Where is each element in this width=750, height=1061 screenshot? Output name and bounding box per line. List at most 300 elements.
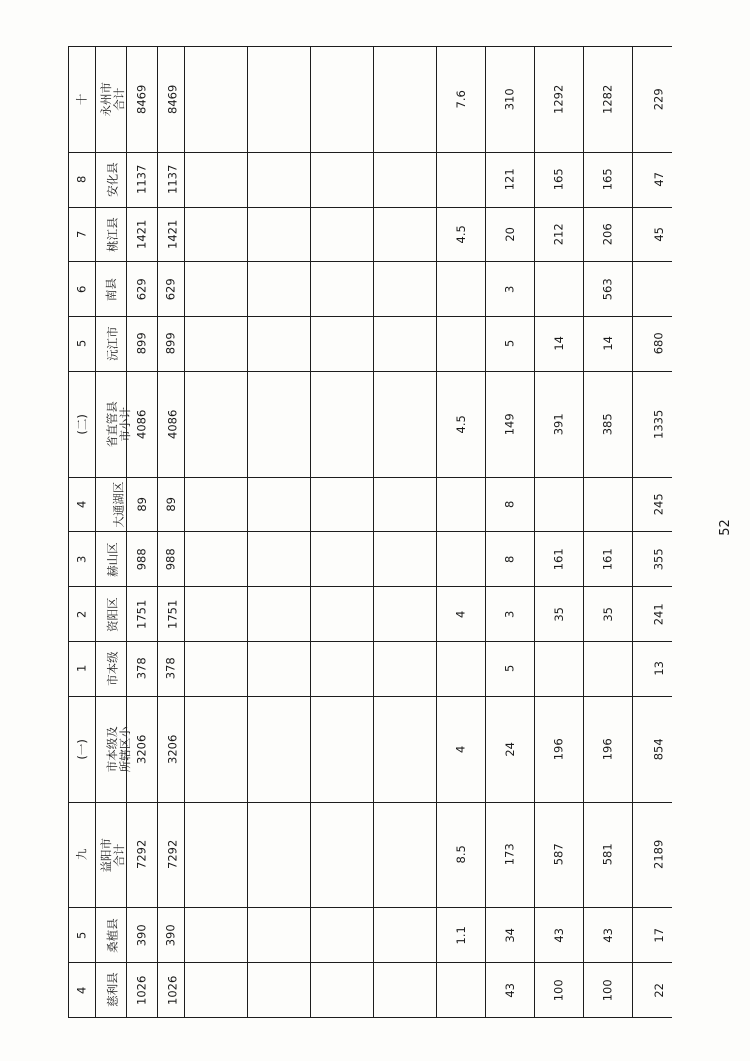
row-name-line2: 合计	[112, 87, 127, 111]
data-cell	[486, 587, 535, 642]
data-cell	[185, 152, 248, 207]
row-name-line1: 永州市	[99, 82, 114, 117]
data-value: 13	[651, 661, 666, 677]
data-value: 7.6	[453, 89, 468, 109]
data-cell	[127, 642, 158, 697]
table-row	[69, 207, 673, 262]
row-name-cell	[96, 47, 127, 153]
data-cell	[311, 696, 374, 802]
data-value: 8469	[134, 84, 149, 114]
data-value: 121	[502, 168, 517, 191]
data-value: 206	[600, 223, 615, 246]
data-cell	[185, 317, 248, 372]
data-cell	[158, 696, 185, 802]
data-value: 3206	[165, 734, 180, 764]
data-value: 390	[134, 924, 149, 946]
row-name-line1: 益阳市	[99, 837, 114, 873]
data-cell	[437, 262, 486, 317]
data-cell	[437, 908, 486, 963]
row-name-line2: 所辖区小	[118, 726, 132, 773]
row-index-label: 3	[74, 555, 89, 563]
table-grid	[68, 46, 672, 1018]
data-cell	[311, 317, 374, 372]
data-value: 1.1	[453, 925, 468, 945]
row-index-cell	[69, 587, 96, 642]
row-index-cell	[69, 262, 96, 317]
table-row	[69, 477, 673, 532]
data-cell	[248, 587, 311, 642]
data-value: 1026	[165, 975, 180, 1005]
data-cell	[437, 587, 486, 642]
data-cell	[248, 802, 311, 908]
row-name-line1: 桑植县	[105, 917, 120, 953]
data-cell	[158, 802, 185, 908]
data-value: 161	[600, 548, 615, 571]
data-cell	[535, 963, 584, 1018]
data-value: 14	[551, 336, 566, 352]
row-index-label: 1	[74, 665, 89, 673]
data-cell	[311, 371, 374, 477]
data-cell	[486, 371, 535, 477]
table-row	[69, 532, 673, 587]
data-cell	[248, 207, 311, 262]
data-value: 1751	[165, 599, 180, 629]
data-value: 4086	[134, 409, 149, 439]
data-cell	[437, 477, 486, 532]
data-cell	[584, 47, 633, 153]
data-cell	[127, 908, 158, 963]
data-cell	[535, 47, 584, 153]
data-cell	[633, 207, 673, 262]
data-cell	[437, 207, 486, 262]
data-value: 241	[651, 602, 666, 625]
data-cell	[633, 642, 673, 697]
data-cell	[486, 47, 535, 153]
data-cell	[158, 477, 185, 532]
data-cell	[374, 262, 437, 317]
data-cell	[248, 262, 311, 317]
data-cell	[437, 371, 486, 477]
data-value: 854	[651, 738, 666, 760]
data-cell	[437, 802, 486, 908]
data-value: 988	[134, 548, 149, 571]
data-cell	[633, 317, 673, 372]
row-name-line1: 市本级	[105, 651, 120, 687]
row-index-label: 4	[74, 986, 89, 994]
data-cell	[248, 696, 311, 802]
data-value: 212	[551, 223, 566, 246]
data-cell	[311, 477, 374, 532]
data-value: 229	[651, 88, 666, 111]
data-cell	[248, 317, 311, 372]
row-name-cell	[96, 371, 132, 477]
data-cell	[185, 696, 248, 802]
table-row	[69, 152, 673, 207]
data-value: 629	[134, 278, 149, 300]
data-cell	[584, 371, 633, 477]
row-index-label: 8	[74, 175, 89, 184]
data-value: 149	[502, 413, 517, 436]
data-cell	[633, 262, 673, 317]
data-value: 378	[163, 657, 178, 680]
data-value: 35	[551, 606, 566, 622]
data-cell	[248, 532, 311, 587]
data-value: 5	[502, 340, 517, 348]
row-index-label: 九	[74, 848, 89, 861]
data-cell	[584, 152, 633, 207]
data-value: 563	[600, 278, 615, 300]
data-cell	[127, 963, 158, 1018]
row-name-line1: 安化县	[105, 162, 120, 197]
data-cell	[248, 47, 311, 153]
data-cell	[158, 908, 185, 963]
row-index-cell	[69, 371, 96, 477]
data-cell	[185, 262, 248, 317]
data-value: 2189	[651, 840, 666, 870]
data-cell	[584, 587, 633, 642]
row-name-cell	[96, 802, 127, 908]
row-name-line1: 省直管县	[104, 401, 119, 448]
data-cell	[584, 802, 633, 908]
data-cell	[248, 371, 311, 477]
data-cell	[127, 587, 158, 642]
data-cell	[437, 47, 486, 153]
data-cell	[633, 371, 673, 477]
table-row	[69, 963, 673, 1018]
data-value: 34	[502, 927, 517, 943]
data-value: 24	[502, 741, 517, 757]
data-cell	[374, 642, 437, 697]
data-cell	[185, 908, 248, 963]
data-value: 8469	[165, 84, 180, 114]
data-value: 5	[502, 665, 517, 673]
table-body	[69, 47, 673, 1018]
data-cell	[374, 908, 437, 963]
data-cell	[486, 317, 535, 372]
data-cell	[158, 371, 185, 477]
row-name-cell	[96, 532, 127, 587]
data-cell	[584, 477, 633, 532]
data-value: 17	[651, 927, 666, 943]
data-value: 22	[651, 982, 666, 998]
row-name-line2: 合计	[112, 843, 127, 867]
data-value: 899	[163, 332, 178, 355]
data-cell	[535, 696, 584, 802]
row-index-cell	[69, 532, 96, 587]
data-cell	[486, 963, 535, 1018]
data-value: 196	[551, 738, 566, 760]
data-cell	[437, 696, 486, 802]
row-name-cell	[96, 908, 127, 963]
data-value: 629	[163, 278, 178, 300]
data-value: 3	[502, 285, 517, 293]
data-value: 1335	[651, 409, 666, 439]
data-cell	[374, 317, 437, 372]
row-index-label: 十	[74, 93, 89, 105]
data-cell	[584, 317, 633, 372]
data-value: 3	[502, 610, 517, 618]
row-name-cell	[96, 207, 127, 262]
data-cell	[535, 262, 584, 317]
data-value: 391	[551, 413, 566, 436]
data-value: 587	[551, 843, 566, 866]
data-cell	[374, 477, 437, 532]
data-cell	[633, 696, 673, 802]
data-cell	[127, 207, 158, 262]
data-cell	[437, 532, 486, 587]
data-cell	[437, 963, 486, 1018]
data-value: 4	[453, 745, 468, 753]
row-name-line1: 资阳区	[105, 596, 120, 632]
data-cell	[633, 152, 673, 207]
data-cell	[185, 47, 248, 153]
data-value: 680	[651, 332, 666, 355]
data-cell	[486, 477, 535, 532]
row-name-line1: 慈利县	[105, 972, 120, 1008]
data-cell	[374, 587, 437, 642]
data-cell	[158, 47, 185, 153]
data-value: 43	[600, 927, 615, 943]
data-cell	[486, 152, 535, 207]
row-name-cell	[96, 262, 127, 317]
row-index-cell	[69, 477, 96, 532]
data-cell	[486, 802, 535, 908]
data-cell	[127, 532, 158, 587]
data-value: 173	[502, 843, 517, 866]
row-name-line1: 大通湖区	[111, 481, 126, 528]
data-cell	[158, 262, 185, 317]
data-cell	[374, 802, 437, 908]
data-cell	[535, 802, 584, 908]
data-cell	[127, 802, 158, 908]
data-cell	[311, 262, 374, 317]
data-value: 899	[134, 332, 149, 355]
statistics-table	[68, 46, 672, 1018]
data-cell	[584, 262, 633, 317]
row-index-label: 5	[74, 931, 89, 939]
data-cell	[158, 642, 185, 697]
data-cell	[374, 696, 437, 802]
data-cell	[633, 587, 673, 642]
data-cell	[535, 587, 584, 642]
data-value: 1751	[134, 599, 149, 629]
data-value: 8	[502, 555, 517, 563]
data-cell	[311, 532, 374, 587]
data-cell	[185, 642, 248, 697]
data-cell	[248, 963, 311, 1018]
data-cell	[185, 371, 248, 477]
data-value: 1137	[165, 164, 180, 195]
data-cell	[311, 642, 374, 697]
row-index-cell	[69, 642, 96, 697]
data-value: 581	[600, 843, 615, 866]
data-cell	[248, 642, 311, 697]
table-row	[69, 802, 673, 908]
data-cell	[633, 802, 673, 908]
data-cell	[311, 963, 374, 1018]
data-value: 378	[134, 657, 149, 680]
data-cell	[185, 802, 248, 908]
row-name-line2: 市小计	[118, 407, 132, 442]
row-index-label: 6	[74, 285, 89, 293]
data-value: 390	[163, 924, 178, 946]
data-value: 355	[651, 548, 666, 571]
data-cell	[127, 47, 158, 153]
data-cell	[185, 207, 248, 262]
table-row	[69, 47, 673, 153]
data-cell	[633, 908, 673, 963]
data-cell	[584, 908, 633, 963]
data-cell	[584, 963, 633, 1018]
data-value: 47	[651, 172, 666, 187]
data-cell	[185, 532, 248, 587]
data-value: 7292	[134, 840, 149, 870]
data-value: 35	[600, 606, 615, 622]
data-cell	[311, 908, 374, 963]
data-cell	[374, 963, 437, 1018]
data-value: 4.5	[453, 225, 468, 244]
row-index-label: 4	[74, 500, 89, 508]
row-index-cell	[69, 963, 96, 1018]
data-cell	[535, 371, 584, 477]
data-cell	[535, 642, 584, 697]
data-value: 100	[600, 978, 615, 1001]
data-cell	[437, 642, 486, 697]
data-cell	[535, 477, 584, 532]
data-cell	[535, 532, 584, 587]
row-name-line1: 沅江市	[105, 326, 120, 362]
data-cell	[486, 642, 535, 697]
data-value: 14	[600, 336, 615, 352]
row-index-cell	[69, 317, 96, 372]
data-cell	[127, 477, 158, 532]
row-name-cell	[96, 963, 127, 1018]
data-value: 4.5	[453, 414, 468, 434]
table-row	[69, 371, 673, 477]
row-name-line1: 桃江县	[105, 217, 120, 252]
row-name-cell	[96, 152, 127, 207]
data-cell	[584, 532, 633, 587]
data-value: 89	[163, 497, 178, 512]
row-index-cell	[69, 696, 96, 802]
data-cell	[374, 207, 437, 262]
data-value: 45	[651, 226, 666, 242]
page-number: 52	[718, 519, 734, 536]
data-cell	[311, 152, 374, 207]
data-cell	[584, 696, 633, 802]
data-cell	[127, 262, 158, 317]
data-cell	[535, 207, 584, 262]
data-cell	[311, 587, 374, 642]
data-cell	[158, 207, 185, 262]
data-cell	[311, 207, 374, 262]
data-cell	[311, 47, 374, 153]
data-value: 100	[551, 978, 566, 1001]
data-cell	[185, 477, 248, 532]
data-cell	[158, 963, 185, 1018]
data-cell	[374, 47, 437, 153]
data-value: 7292	[165, 840, 180, 870]
row-name-line1: 南县	[103, 277, 118, 301]
data-value: 196	[600, 738, 615, 760]
table-row	[69, 587, 673, 642]
row-index-cell	[69, 802, 96, 908]
data-cell	[486, 262, 535, 317]
data-cell	[633, 532, 673, 587]
data-cell	[584, 207, 633, 262]
row-name-line1: 市本级及	[104, 726, 119, 773]
data-value: 89	[134, 497, 149, 512]
data-value: 20	[502, 226, 517, 242]
data-value: 4086	[165, 409, 180, 439]
row-name-cell	[96, 317, 127, 372]
data-cell	[535, 317, 584, 372]
data-cell	[127, 317, 158, 372]
row-index-cell	[69, 908, 96, 963]
data-value: 1137	[134, 164, 149, 195]
data-cell	[535, 908, 584, 963]
row-name-line1: 赫山区	[105, 542, 120, 577]
table-row	[69, 642, 673, 697]
data-value: 8	[502, 500, 517, 508]
row-index-label: 5	[74, 340, 89, 348]
data-cell	[158, 152, 185, 207]
data-cell	[185, 587, 248, 642]
row-index-label: (二)	[74, 413, 89, 435]
data-cell	[437, 317, 486, 372]
data-value: 161	[551, 548, 566, 571]
data-cell	[633, 47, 673, 153]
row-index-label: 2	[74, 610, 89, 618]
data-cell	[185, 963, 248, 1018]
data-cell	[486, 207, 535, 262]
data-cell	[374, 371, 437, 477]
data-cell	[633, 477, 673, 532]
data-cell	[535, 152, 584, 207]
data-value: 245	[651, 493, 666, 516]
data-value: 43	[502, 982, 517, 998]
data-cell	[486, 908, 535, 963]
data-cell	[248, 908, 311, 963]
row-name-cell	[96, 642, 127, 697]
row-index-label: (一)	[74, 738, 89, 760]
table-row	[69, 317, 673, 372]
data-value: 3206	[134, 734, 149, 764]
row-name-cell	[96, 587, 127, 642]
data-value: 310	[502, 88, 517, 111]
data-value: 8.5	[453, 845, 468, 864]
data-cell	[584, 642, 633, 697]
data-value: 1292	[551, 84, 566, 114]
data-value: 4	[453, 610, 468, 618]
data-value: 1421	[165, 219, 180, 249]
data-cell	[248, 152, 311, 207]
data-cell	[311, 802, 374, 908]
table-row	[69, 908, 673, 963]
data-value: 988	[163, 548, 178, 571]
row-index-cell	[69, 47, 96, 153]
data-cell	[127, 152, 158, 207]
data-cell	[374, 152, 437, 207]
table-row	[69, 262, 673, 317]
data-cell	[248, 477, 311, 532]
data-cell	[437, 152, 486, 207]
data-value: 1282	[600, 84, 615, 114]
data-value: 165	[551, 168, 566, 191]
data-cell	[158, 532, 185, 587]
row-index-cell	[69, 152, 96, 207]
data-cell	[158, 587, 185, 642]
